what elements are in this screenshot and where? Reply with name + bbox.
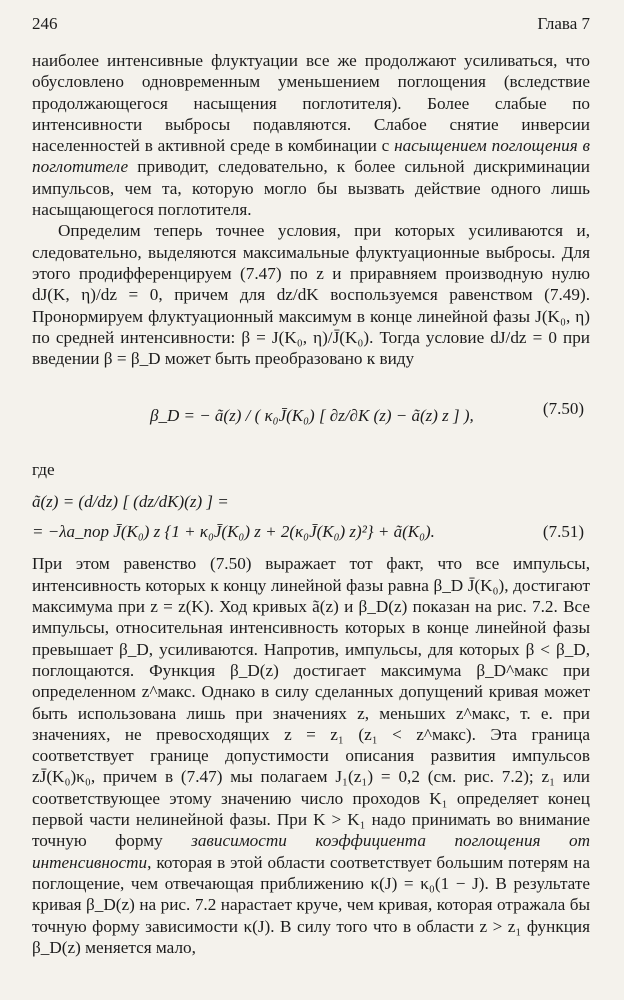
body-text — [32, 50, 590, 958]
equation-line-1: ã(z) = (d/dz) [ (dz/dK)(z) ] = — [32, 492, 229, 512]
page-number: 246 — [32, 14, 58, 33]
paragraph-3: При этом равенство (7.50) выражает тот факт, что все импульсы, интенсивность которых к концу линейной фазы равна β_D J̄(K₀), достигают максимума при z = z(K). Ход кривых ã(z) и β_D(z) показан на рис. 7.2. Все импульсы, относительная интенсивность которых в конце линейной фазы превышает β_D, усиливаются. Напротив, импульсы, для которых β < β_D, поглощаются. Функция β_D(z) достигает максимума β_D^макс при определенном z^макс. Однако в силу сделанных допущений кривая может быть использована лишь при значениях z, меньших z^макс, т. е. при значениях, не превосходящих z = z₁ (z₁ < z^макс). Эта граница соответствует границе допустимости описания развития импульсов zJ̄(K₀)κ₀, причем в (7.47) мы полагаем J₁(z₁) = 0,2 (см. рис. 7.2); z₁ или соответствующее этому значению число проходов K₁ определяет конец первой части нелинейной фазы. При K > K₁ надо принимать во внимание точную форму зависимости коэффициента поглощения от интенсивности, которая в этой области соответствует большим потерям на поглощение, чем отвечающая приближению κ(J) = κ₀(1 − J). В результате кривая β_D(z) на рис. 7.2 нарастает круче, чем кривая, которая отражала бы точную форму зависимости κ(J). В силу того что в области z > z₁ функция β_D(z) меняется мало, — [32, 554, 590, 957]
equation-line-2: = −λa_пор J̄(K₀) z {1 + κ₀J̄(K₀) z + 2(κ₀J̄(K₀) z)²} + ã(K₀). (7.51) — [32, 517, 590, 547]
equation-expression: β_D = − ã(z) / ( κ₀J̄(K₀) [ ∂z/∂K (z) − ã(z) z ] ), — [150, 406, 474, 426]
equation-number: (7.50) — [542, 399, 584, 419]
chapter-title: Глава 7 — [537, 14, 590, 33]
paragraph-2: Определим теперь точнее условия, при которых усиливаются и, следовательно, выделяются максимальные флуктуационные выбросы. Для этого продифференцируем (7.47) по z и приравняем производную нулю dJ(K, η)/dz = 0, причем для dz/dK воспользуемся равенством (7.49). Пронормируем флуктуационный максимум в конце линейной фазы J(K₀, η) по средней интенсивности: β = J(K₀, η)/J̄(K₀). Тогда условие dJ/dz = 0 при введении β = β_D может быть преобразовано к виду — [32, 221, 590, 369]
emphasis-absorption-dependence: зависимости коэффициента поглощения от интенсивности — [32, 831, 590, 872]
emphasis-absorber-saturation: насыщением поглощения в поглотителе — [32, 136, 590, 177]
equation-number: (7.51) — [542, 522, 584, 542]
paragraph-1: наиболее интенсивные флуктуации все же продолжают усиливаться, что обусловлено одновременным уменьшением поглощения (вследствие продолжающегося насыщения поглотителя). Более слабые по интенсивности выбросы подавляются. Слабое снятие инверсии населенностей в активной среде в комбинации с насыщением поглощения в поглотителе приводит, следовательно, к более сильной дискриминации импульсов, чем та, которую могло бы вызвать действие одного лишь насыщающегося поглотителя. — [32, 51, 590, 220]
running-head — [32, 14, 590, 34]
equation-7-50 — [32, 377, 590, 455]
where-label: где — [32, 460, 55, 480]
equation-7-51 — [32, 487, 590, 547]
